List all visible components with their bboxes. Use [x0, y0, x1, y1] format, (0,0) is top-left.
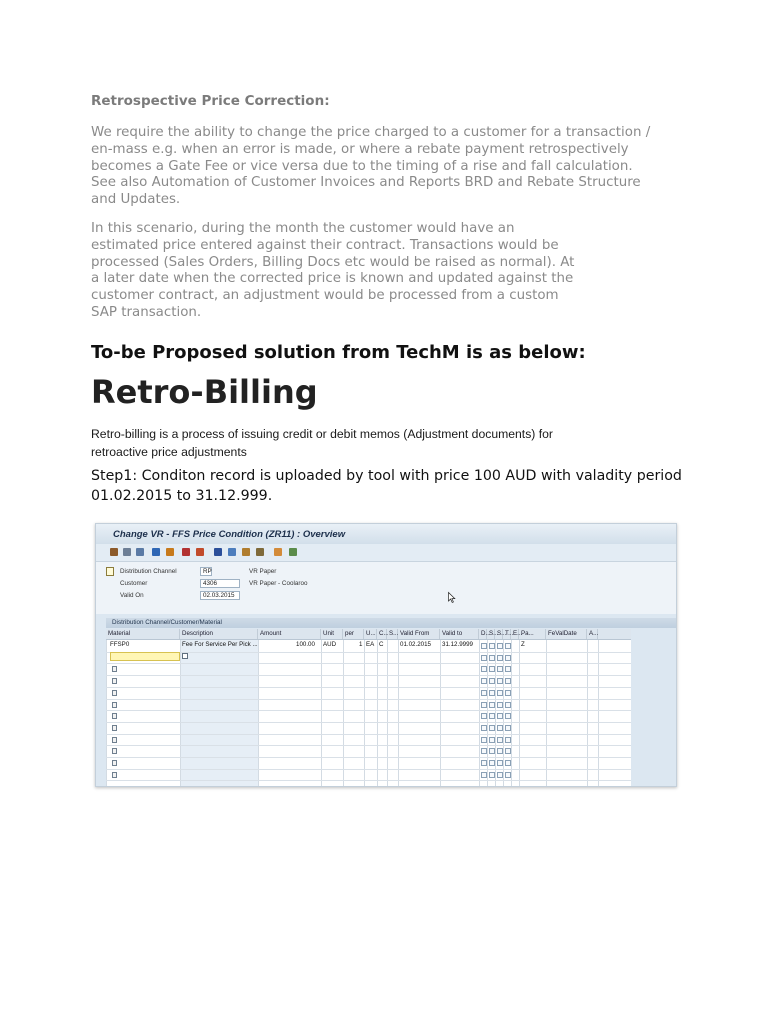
column-header[interactable]: E...: [513, 630, 523, 637]
cell-description[interactable]: Fee For Service Per Pick ...: [182, 641, 258, 648]
material-input-cell[interactable]: [110, 652, 180, 661]
grid-header-row: [106, 629, 631, 640]
row-checkbox[interactable]: [505, 737, 511, 743]
grid-column-line: [587, 640, 588, 786]
cell-material[interactable]: FFSP0: [110, 641, 130, 648]
value-help-icon[interactable]: [182, 653, 188, 659]
grid-column-line: [321, 640, 322, 786]
sap-window-title: Change VR - FFS Price Condition (ZR11) : Overview: [113, 529, 346, 540]
definition-line: Retro-billing is a process of issuing credit or debit memos (Adjustment documents) for: [91, 427, 553, 441]
row-checkbox[interactable]: [481, 702, 487, 708]
row-selector-icon[interactable]: [112, 725, 117, 731]
customer-field[interactable]: 4306: [200, 579, 240, 588]
row-checkbox[interactable]: [481, 748, 487, 754]
row-selector-icon[interactable]: [112, 760, 117, 766]
row-selector-icon[interactable]: [112, 678, 117, 684]
row-checkbox[interactable]: [505, 702, 511, 708]
retro-billing-heading: Retro-Billing: [91, 373, 318, 411]
paragraph-line: becomes a Gate Fee or vice versa due to the timing of a rise and fall calculation.: [91, 158, 633, 174]
cell-unit[interactable]: AUD: [323, 641, 337, 648]
grid-column-line: [503, 640, 504, 786]
column-header[interactable]: T...: [505, 630, 514, 637]
step1-paragraph: [91, 467, 682, 506]
column-header[interactable]: Valid to: [440, 629, 479, 639]
row-checkbox[interactable]: [489, 666, 495, 672]
grid-column-line: [519, 640, 520, 786]
grid-row-line: [106, 734, 631, 735]
cell-valid-from[interactable]: 01.02.2015: [400, 641, 431, 648]
cell-amount[interactable]: 100.00: [296, 641, 315, 648]
grid-column-line: [440, 640, 441, 786]
row-selector-icon[interactable]: [112, 690, 117, 696]
grid-column-line: [364, 640, 365, 786]
sap-toolbar: [96, 544, 676, 562]
column-header[interactable]: Description: [180, 629, 258, 639]
distribution-channel-field[interactable]: RP: [200, 567, 212, 576]
copy-icon[interactable]: [152, 548, 160, 556]
grid-column-line: [343, 640, 344, 786]
grid-column-line: [258, 640, 259, 786]
row-selector-icon[interactable]: [112, 666, 117, 672]
column-header[interactable]: FeValDate: [546, 629, 587, 639]
grid-row-line: [106, 675, 631, 676]
row-checkbox[interactable]: [497, 737, 503, 743]
row-checkbox[interactable]: [489, 737, 495, 743]
sap-title-bar: [96, 524, 676, 544]
row-checkbox[interactable]: [497, 748, 503, 754]
clipboard-icon[interactable]: [182, 548, 190, 556]
column-header[interactable]: S...: [389, 630, 399, 637]
row-checkbox[interactable]: [481, 725, 487, 731]
column-header[interactable]: per: [343, 629, 364, 639]
grid-row-line: [106, 769, 631, 770]
row-checkbox[interactable]: [489, 643, 495, 649]
grid-column-line: [387, 640, 388, 786]
row-checkbox[interactable]: [497, 713, 503, 719]
row-checkbox[interactable]: [505, 678, 511, 684]
row-checkbox[interactable]: [505, 643, 511, 649]
row-selector-icon[interactable]: [112, 748, 117, 754]
column-header[interactable]: Material: [106, 629, 180, 639]
grid-column-line: [511, 640, 512, 786]
row-checkbox[interactable]: [505, 760, 511, 766]
grid-row-line: [106, 757, 631, 758]
cell-extra[interactable]: Z: [521, 641, 525, 648]
row-checkbox[interactable]: [497, 655, 503, 661]
distribution-channel-desc: VR Paper: [249, 568, 277, 575]
step-line: Step1: Conditon record is uploaded by tool with price 100 AUD with valadity period: [91, 468, 682, 484]
row-checkbox[interactable]: [505, 666, 511, 672]
grid-column-line: [377, 640, 378, 786]
grid-row-line: [106, 710, 631, 711]
grid-column-line: [398, 640, 399, 786]
paragraph-line: We require the ability to change the price charged to a customer for a transaction /: [91, 125, 651, 140]
column-header[interactable]: C...: [379, 630, 389, 637]
cell-c[interactable]: C: [379, 641, 384, 648]
row-checkbox[interactable]: [489, 655, 495, 661]
row-checkbox[interactable]: [489, 678, 495, 684]
customer-label: Customer: [120, 580, 148, 587]
row-checkbox[interactable]: [481, 760, 487, 766]
requirement-paragraph: [91, 125, 650, 209]
document-icon[interactable]: [106, 567, 114, 576]
row-checkbox[interactable]: [505, 748, 511, 754]
delete-icon[interactable]: [196, 548, 204, 556]
column-header[interactable]: Amount: [258, 629, 321, 639]
row-checkbox[interactable]: [481, 655, 487, 661]
info-icon[interactable]: [214, 548, 222, 556]
column-header[interactable]: Pa...: [519, 629, 546, 639]
proposal-heading: To-be Proposed solution from TechM is as below:: [91, 342, 586, 363]
definition-line: retroactive price adjustments: [91, 444, 247, 459]
grid-column-line: [106, 640, 107, 786]
scenario-paragraph: [91, 221, 574, 322]
grid-body: [106, 640, 631, 786]
row-checkbox[interactable]: [505, 725, 511, 731]
user-icon[interactable]: [274, 548, 282, 556]
cell-valid-to[interactable]: 31.12.9999: [442, 641, 473, 648]
row-checkbox[interactable]: [497, 678, 503, 684]
valid-on-label: Valid On: [120, 592, 144, 599]
row-checkbox[interactable]: [497, 643, 503, 649]
grid-row-line: [106, 780, 631, 781]
grid-row-line: [106, 687, 631, 688]
row-checkbox[interactable]: [497, 702, 503, 708]
column-header[interactable]: A...: [589, 630, 599, 637]
paragraph-line: estimated price entered against their contract. Transactions would be: [91, 237, 559, 253]
column-header[interactable]: Unit: [321, 629, 343, 639]
grid-column-line: [479, 640, 480, 786]
row-selector-icon[interactable]: [112, 737, 117, 743]
row-checkbox[interactable]: [505, 655, 511, 661]
distribution-channel-label: Distribution Channel: [120, 568, 177, 575]
cell-uom[interactable]: EA: [366, 641, 375, 648]
grid-column-line: [487, 640, 488, 786]
row-checkbox[interactable]: [481, 737, 487, 743]
paragraph-line: processed (Sales Orders, Billing Docs etc would be raised as normal). At: [91, 254, 575, 270]
grid-column-line: [495, 640, 496, 786]
row-checkbox[interactable]: [489, 772, 495, 778]
grid-row-line: [106, 745, 631, 746]
paragraph-line: SAP transaction.: [91, 304, 202, 320]
row-checkbox[interactable]: [489, 713, 495, 719]
grid-section-title: Distribution Channel/Customer/Material: [106, 618, 676, 628]
condition-records-grid: [106, 629, 631, 786]
table-icon[interactable]: [228, 548, 236, 556]
sap-selection-header: [96, 562, 676, 614]
row-checkbox[interactable]: [497, 666, 503, 672]
grid-column-line: [546, 640, 547, 786]
mouse-cursor-icon: [448, 592, 456, 603]
cell-per[interactable]: 1: [359, 641, 363, 648]
paragraph-line: en-mass e.g. when an error is made, or where a rebate payment retrospectively: [91, 141, 629, 157]
grid-column-line: [598, 640, 599, 786]
sap-screenshot: [95, 523, 677, 787]
row-checkbox[interactable]: [497, 725, 503, 731]
row-checkbox[interactable]: [505, 713, 511, 719]
paragraph-line: a later date when the corrected price is known and updated against the: [91, 271, 574, 287]
row-selector-icon[interactable]: [112, 702, 117, 708]
column-header[interactable]: D...: [481, 630, 491, 637]
paragraph-line: and Updates.: [91, 192, 181, 208]
row-selector-icon[interactable]: [112, 713, 117, 719]
row-checkbox[interactable]: [505, 772, 511, 778]
export-icon[interactable]: [289, 548, 297, 556]
details-icon[interactable]: [256, 548, 264, 556]
row-checkbox[interactable]: [497, 772, 503, 778]
row-checkbox[interactable]: [481, 713, 487, 719]
create-icon[interactable]: [136, 548, 144, 556]
row-checkbox[interactable]: [489, 690, 495, 696]
row-checkbox[interactable]: [481, 678, 487, 684]
row-checkbox[interactable]: [489, 725, 495, 731]
grid-row-line: [106, 663, 631, 664]
row-checkbox[interactable]: [481, 772, 487, 778]
column-header[interactable]: Valid From: [398, 629, 440, 639]
paragraph-line: customer contract, an adjustment would be processed from a custom: [91, 288, 559, 304]
row-checkbox[interactable]: [497, 690, 503, 696]
step-line: 01.02.2015 to 31.12.999.: [91, 487, 273, 504]
row-checkbox[interactable]: [505, 690, 511, 696]
row-selector-icon[interactable]: [112, 772, 117, 778]
column-header[interactable]: S...: [497, 630, 507, 637]
row-checkbox[interactable]: [497, 760, 503, 766]
grid-row-line: [106, 722, 631, 723]
column-header[interactable]: S...: [489, 630, 499, 637]
column-header[interactable]: U...: [366, 630, 376, 637]
grid-column-line: [180, 640, 181, 786]
customer-desc: VR Paper - Coolaroo: [249, 580, 308, 587]
pencil-icon[interactable]: [166, 548, 174, 556]
row-checkbox[interactable]: [481, 643, 487, 649]
row-checkbox[interactable]: [489, 702, 495, 708]
row-checkbox[interactable]: [489, 748, 495, 754]
row-checkbox[interactable]: [489, 760, 495, 766]
row-checkbox[interactable]: [481, 690, 487, 696]
section-title: Retrospective Price Correction:: [91, 93, 330, 109]
definition-paragraph: [91, 426, 553, 461]
grid-row-line: [106, 699, 631, 700]
row-checkbox[interactable]: [481, 666, 487, 672]
valid-on-field[interactable]: 02.03.2015: [200, 591, 240, 600]
paragraph-line: In this scenario, during the month the customer would have an: [91, 221, 515, 236]
description-column-shade: [180, 640, 258, 786]
other-condition-icon[interactable]: [123, 548, 131, 556]
scales-icon[interactable]: [242, 548, 250, 556]
display-change-icon[interactable]: [110, 548, 118, 556]
paragraph-line: See also Automation of Customer Invoices and Reports BRD and Rebate Structure: [91, 175, 641, 191]
